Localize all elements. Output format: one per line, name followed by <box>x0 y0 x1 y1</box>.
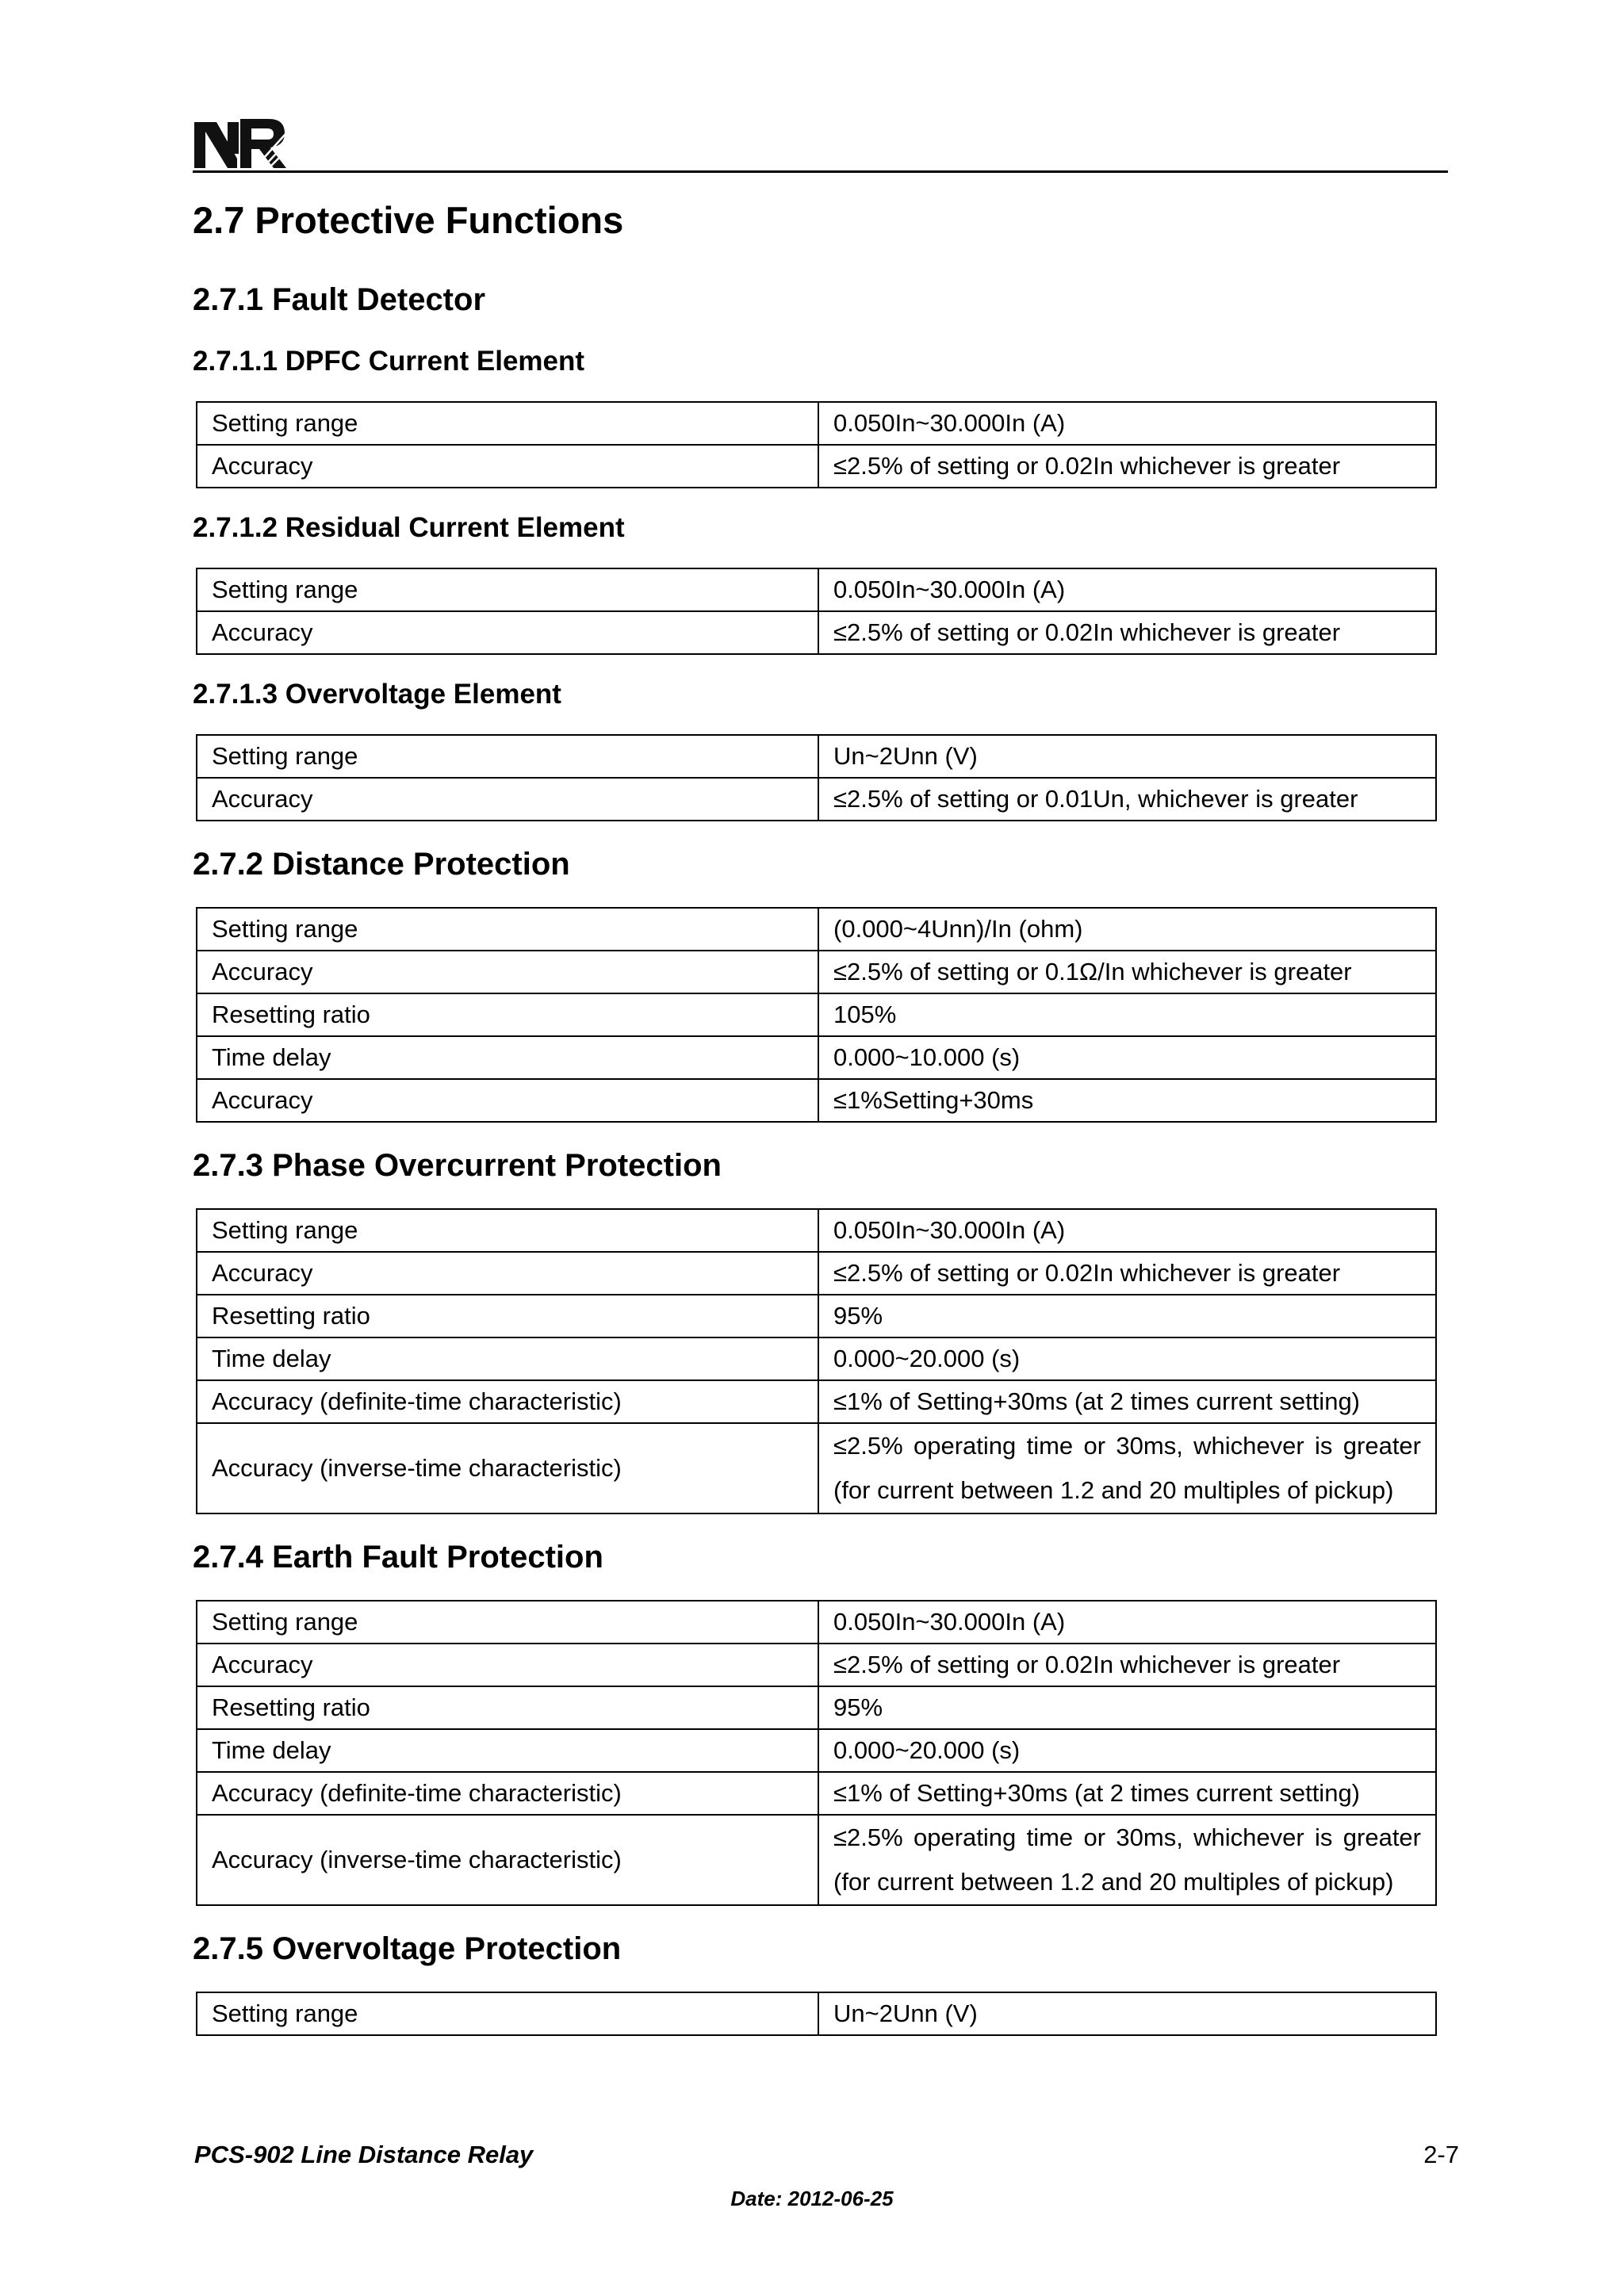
table-row <box>197 1686 1436 1729</box>
row-label: Accuracy <box>197 778 818 821</box>
table-row <box>197 445 1436 488</box>
section-heading-earth-fault: 2.7.4 Earth Fault Protection <box>193 1540 603 1575</box>
header-rule <box>193 170 1448 173</box>
table-row <box>197 1992 1436 2035</box>
table-row <box>197 778 1436 821</box>
footer-date: Date: 2012-06-25 <box>730 2187 894 2210</box>
table-row <box>197 1252 1436 1295</box>
row-label: Accuracy (inverse-time characteristic) <box>197 1815 818 1905</box>
row-value: 0.050In~30.000In (A) <box>818 568 1436 611</box>
row-value: 95% <box>818 1295 1436 1337</box>
section-heading-distance: 2.7.2 Distance Protection <box>193 847 570 882</box>
row-label: Time delay <box>197 1729 818 1772</box>
row-label: Accuracy <box>197 951 818 993</box>
row-value: 0.050In~30.000In (A) <box>818 1601 1436 1644</box>
table-row <box>197 1423 1436 1513</box>
page-title: 2.7 Protective Functions <box>193 199 624 241</box>
row-value: ≤1% of Setting+30ms (at 2 times current setting) <box>818 1772 1436 1815</box>
table-row <box>197 1772 1436 1815</box>
table-row <box>197 1337 1436 1380</box>
row-value: 0.000~10.000 (s) <box>818 1036 1436 1079</box>
section-heading-phase-overcurrent: 2.7.3 Phase Overcurrent Protection <box>193 1148 722 1183</box>
row-value: 0.000~20.000 (s) <box>818 1729 1436 1772</box>
row-label: Setting range <box>197 1992 818 2035</box>
footer-page-number: 2-7 <box>1423 2141 1459 2168</box>
table-row <box>197 611 1436 654</box>
row-value: 105% <box>818 993 1436 1036</box>
row-label: Setting range <box>197 402 818 445</box>
row-label: Accuracy <box>197 1079 818 1122</box>
row-label: Resetting ratio <box>197 1686 818 1729</box>
table-row <box>197 908 1436 951</box>
footer-document-title: PCS-902 Line Distance Relay <box>194 2141 534 2168</box>
row-label: Setting range <box>197 568 818 611</box>
earth-fault-table <box>196 1600 1437 1906</box>
row-label: Resetting ratio <box>197 993 818 1036</box>
row-label: Accuracy (definite-time characteristic) <box>197 1772 818 1815</box>
row-label: Setting range <box>197 1209 818 1252</box>
distance-table <box>196 907 1437 1123</box>
residual-table <box>196 568 1437 655</box>
row-label: Time delay <box>197 1036 818 1079</box>
table-row <box>197 1079 1436 1122</box>
row-label: Accuracy <box>197 1252 818 1295</box>
row-value: 0.050In~30.000In (A) <box>818 1209 1436 1252</box>
table-row <box>197 1729 1436 1772</box>
table-row <box>197 1380 1436 1423</box>
section-heading-overvoltage-protection: 2.7.5 Overvoltage Protection <box>193 1931 622 1966</box>
table-row <box>197 1295 1436 1337</box>
table-row <box>197 993 1436 1036</box>
subsection-heading-residual: 2.7.1.2 Residual Current Element <box>193 512 625 543</box>
row-value: ≤2.5% of setting or 0.01Un, whichever is greater <box>818 778 1436 821</box>
table-row <box>197 1601 1436 1644</box>
value-line: (for current between 1.2 and 20 multiples of pickup) <box>833 1476 1394 1504</box>
row-label: Accuracy (inverse-time characteristic) <box>197 1423 818 1513</box>
subsection-heading-overvoltage-element: 2.7.1.3 Overvoltage Element <box>193 679 561 710</box>
row-value: ≤2.5% of setting or 0.02In whichever is greater <box>818 611 1436 654</box>
row-label: Accuracy <box>197 1644 818 1686</box>
row-label: Resetting ratio <box>197 1295 818 1337</box>
row-label: Setting range <box>197 908 818 951</box>
row-value: (0.000~4Unn)/In (ohm) <box>818 908 1436 951</box>
row-label: Accuracy <box>197 445 818 488</box>
row-value: Un~2Unn (V) <box>818 735 1436 778</box>
overvoltage-protection-table <box>196 1992 1437 2036</box>
row-value: 95% <box>818 1686 1436 1729</box>
row-label: Accuracy <box>197 611 818 654</box>
row-value: ≤1%Setting+30ms <box>818 1079 1436 1122</box>
row-value: ≤1% of Setting+30ms (at 2 times current setting) <box>818 1380 1436 1423</box>
table-row <box>197 1644 1436 1686</box>
row-value: ≤2.5% of setting or 0.02In whichever is greater <box>818 1644 1436 1686</box>
row-value: ≤2.5% of setting or 0.02In whichever is greater <box>818 445 1436 488</box>
value-line: ≤2.5% operating time or 30ms, whichever is greater <box>833 1823 1421 1851</box>
table-row <box>197 951 1436 993</box>
table-row <box>197 1209 1436 1252</box>
row-label: Accuracy (definite-time characteristic) <box>197 1380 818 1423</box>
row-value <box>818 1423 1436 1513</box>
value-line: ≤2.5% operating time or 30ms, whichever is greater <box>833 1432 1421 1460</box>
row-label: Setting range <box>197 735 818 778</box>
row-value <box>818 1815 1436 1905</box>
row-label: Setting range <box>197 1601 818 1644</box>
subsection-heading-dpfc: 2.7.1.1 DPFC Current Element <box>193 346 585 377</box>
row-value: 0.000~20.000 (s) <box>818 1337 1436 1380</box>
row-value: 0.050In~30.000In (A) <box>818 402 1436 445</box>
table-row <box>197 1815 1436 1905</box>
row-value: ≤2.5% of setting or 0.02In whichever is greater <box>818 1252 1436 1295</box>
table-row <box>197 568 1436 611</box>
overvoltage-element-table <box>196 734 1437 821</box>
page-content <box>193 195 1438 2057</box>
row-label: Time delay <box>197 1337 818 1380</box>
table-row <box>197 1036 1436 1079</box>
dpfc-table <box>196 401 1437 488</box>
row-value: ≤2.5% of setting or 0.1Ω/In whichever is greater <box>818 951 1436 993</box>
row-value: Un~2Unn (V) <box>818 1992 1436 2035</box>
table-row <box>197 402 1436 445</box>
value-line: (for current between 1.2 and 20 multiples of pickup) <box>833 1868 1394 1896</box>
nr-logo-icon <box>193 117 288 168</box>
table-row <box>197 735 1436 778</box>
section-heading-fault-detector: 2.7.1 Fault Detector <box>193 282 486 317</box>
phase-overcurrent-table <box>196 1208 1437 1514</box>
